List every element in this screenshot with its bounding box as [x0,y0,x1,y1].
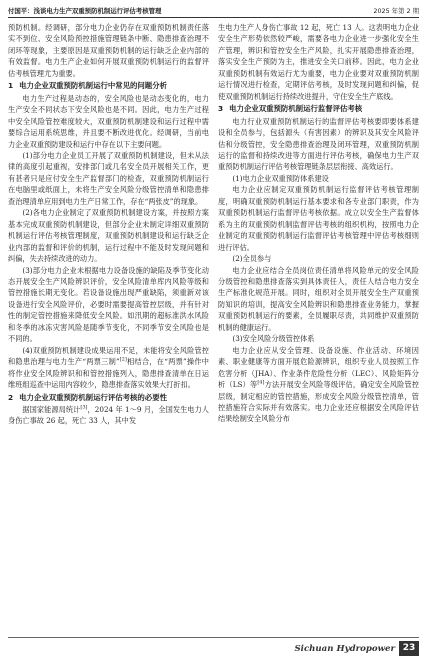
body-paragraph: 据国家能源局统计[3]，2024 年 1～9 月，全国发生电力人身伤亡事故 26 起，死亡 33 人，其中发 [8,404,209,426]
body-paragraph: (2)各电力企业制定了双重预防机制建设方案，并按照方案基本完成双重预防机制建设，但部分企业未制定详细双重预防机制运行评估考核管理制度，双重预防机制建设和运行缺乏企业内部的监督和评价的机制，运行过程中不能及时发现问题和纠偏，失去持续改进的动力。 [8,208,209,264]
running-title: 付国平：浅谈电力生产双重预防机制运行评估考核管理 [8,7,162,15]
body-paragraph: (3)部分电力企业未根据电力设备设施的缺陷及季节变化动态开展安全生产风险辨识评价，安全风险清单库内风险等级和管控措施长期无变化。若设备设施出现严重缺陷，须重新对该设备进行安全风险评价，必要时需要提高管控层级，并有针对性的制定管控措施来降低安全风险。如汛期的超标准洪水风险和冬季的冰冻灾害风险是随季节变化，不同季节安全风险也是不同的。 [8,265,209,344]
journal-name: Sichuan Hydropower [294,644,395,654]
section-title: 电力企业双重预防机制运行评估考核的必要性 [19,392,167,402]
body-paragraph: (4)双重预防机制建设成果运用不足，未能将安全风险管控和隐患治理与电力生产“两票三制”[2]相结合，在“两票”操作中将作业安全风险辨识和和管控措施列入，隐患排查清单在日运维班组巡查中运用内容较少，隐患排查落实效果大打折扣。 [8,345,209,390]
body-paragraph: 电力企业应结合全员岗位责任清单将风险单元的安全风险分级管控和隐患排查落实到具体责任人，责任人结合电力安全生产标准化规范开展。同时，组织对全员开展安全生产双重预防知识的培训，提高安全风险辨识和隐患排查业务能力，掌握双重预防机制运行的要素，全员履职尽责，共同维护双重预防机制的健康运行。 [218,265,419,332]
body-paragraph: 生电力生产人身伤亡事故 12 起，死亡 13 人。这表明电力企业安全生产形势依然较严峻，需要各电力企业进一步强化安全生产管理，辨识和管控安全生产风险，扎实开展隐患排查治理，落实安全生产预防为主，推进安全关口前移。因此，电力企业双重预防机制有效运行尤为重要，电力企业要对双重预防机制运行情况进行检查，定期评估考核，及时发现问题和纠偏，促使双重预防机制运行持续改进提升，守住安全生产底线。 [218,23,419,101]
body-paragraph: (1)电力企业双重预防体系建设 [232,173,329,183]
left-column [8,22,209,634]
section-heading [8,392,209,403]
footer-divider [8,637,419,638]
body-paragraph: (1)部分电力企业员工开展了双重预防机制建设，但未从法律的高度引起重视，安排部门或几名安全员开展相关工作，更有甚者只是应付安全生产监督部门的检查，双重预防机制运行在电脑里或纸面上，未将生产安全风险分级管控清单和隐患排查治理清单应用到电力生产日常工作，存在“两张皮”的现象。 [8,150,209,206]
right-column [218,22,419,634]
issue-number: 2025 年第 2 期 [373,7,419,15]
body-paragraph: 预防机制。经调研，部分电力企业仍存在双重预防机制责任落实不到位、安全风险预控措施管理链条中断、隐患排查治理不闭环等现象，主要原因是双重预防机制的运行缺乏企业内部的有效监督。电力生产企业如何开展双重预防机制运行的监督评估考核管理尤为重要。 [8,23,209,78]
body-paragraph: 电力企业应制定双重预防机制运行监督评估考核管理制度，明确双重预防机制运行基本要求和各专业部门职责，作为双重预防机制运行监督评估考核依据。成立以安全生产监督体系为主的双重预防机制监督评估考核的组织机构，按照电力企业制定的双重预防机制运行监督评估考核管理中评估考核细则进行评估。 [218,185,419,252]
section-number: 1 [8,81,14,91]
body-paragraph: 电力企业应从安全管理、设备设施、作业活动、环境因素、职业健康等方面开展危险源辨识，组织专业人员按照工作危害分析（JHA）、作业条件危险性分析（LEC）、风险矩阵分析（LS）等[4]方法开展安全风险等级评估，确定安全风险管控层级，制定相应的管控措施，形成安全风险分级管控清单，管控措施符合实际并有效落实。电力企业还应根据安全风险评估结果绘制安全风险分布 [218,345,419,424]
body-paragraph: (2)全员参与 [232,254,272,264]
section-title: 电力企业双重预防机制运行监督评估考核 [229,104,363,114]
body-paragraph: 电力生产过程是动态的，安全风险也是动态变化的，电力生产安全不同状态下安全风险也是不同。因此，电力生产过程中安全风险管控难度较大，双重预防机制建设和运行过程中需要综合运用系统思维，并且要不断改进优化。经调研，当前电力企业双重预防建设和运行中存在以下主要问题。 [8,93,209,149]
section-heading [218,103,419,114]
header-divider [8,17,419,18]
section-title: 电力企业双重预防机制运行中常见的问题分析 [19,81,167,91]
body-paragraph: 电力行业双重预防机制运行的监督评估考核要即要体系建设和全员参与，包括源头（有害因素）的辨识及其安全风险评估和分级管控，安全隐患排查治理及闭环管理，双重预防机制运行的监督和持续改进等方面进行评估考核，确保电力生产双重预防机制运行评估考核管理链条层层衔接、高效运行。 [218,116,419,172]
body-paragraph: (3)安全风险分级管控体系 [232,334,315,344]
section-number: 3 [218,104,224,114]
section-heading [8,80,209,91]
page-number: 23 [399,641,419,656]
section-number: 2 [8,392,14,402]
